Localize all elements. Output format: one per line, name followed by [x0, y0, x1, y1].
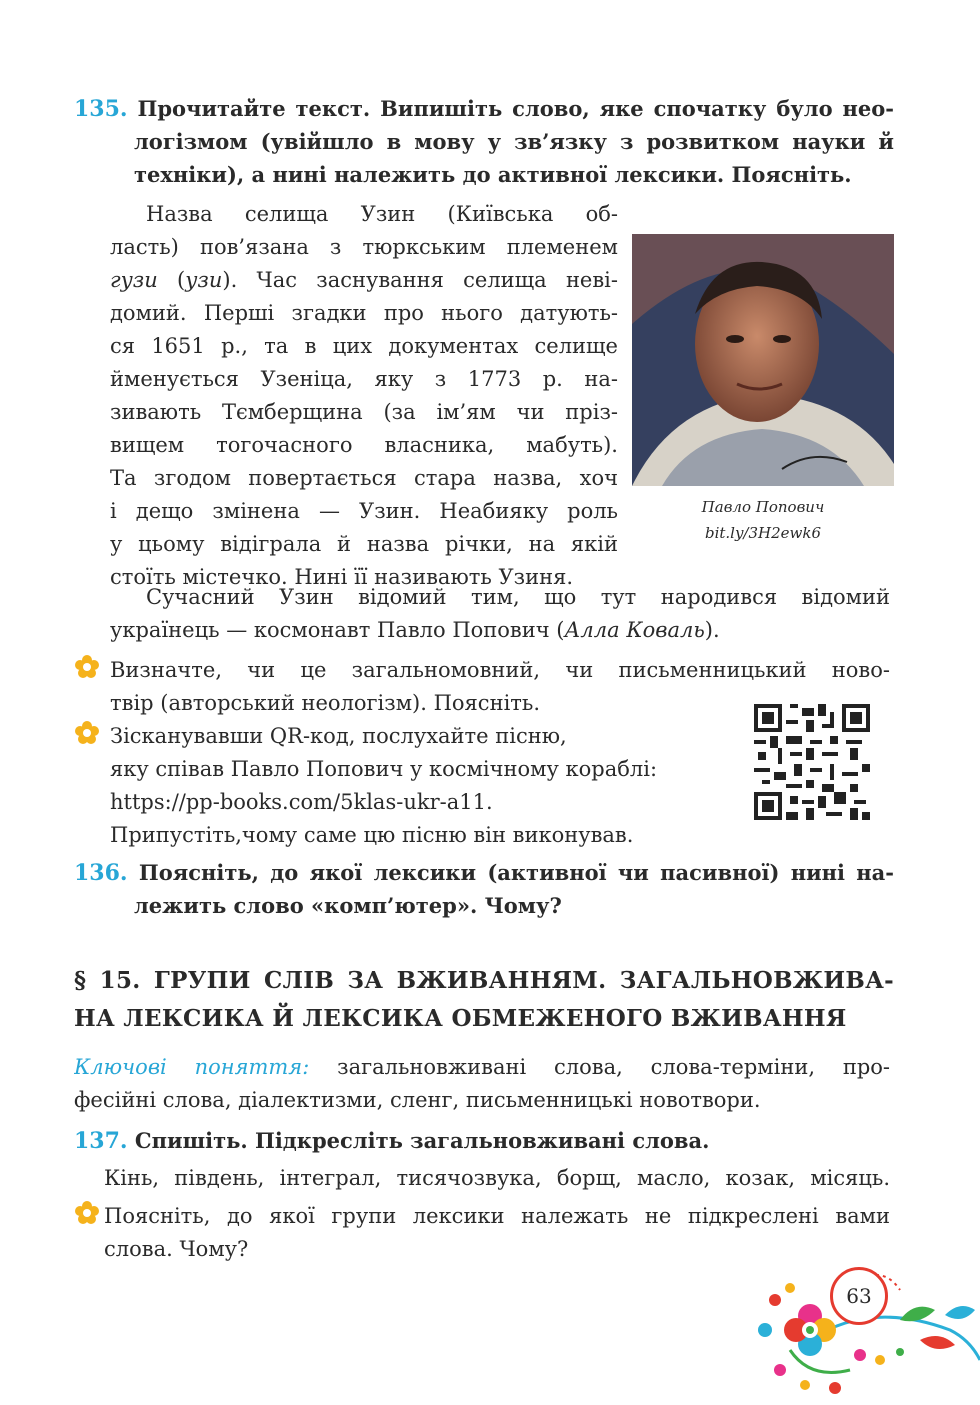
flower-icon — [74, 1200, 100, 1230]
task-135-heading — [74, 92, 894, 191]
task-text-line: лежить слово «комп’ютер». Чому? — [134, 893, 562, 918]
reading-text — [110, 198, 618, 594]
task-text-line: Поясніть, до якої лексики (активної чи пасивної) нині на- — [138, 860, 894, 885]
qr-code[interactable] — [754, 704, 870, 820]
task-number: 137. — [74, 1128, 128, 1154]
task-137-words — [104, 1162, 890, 1195]
section-heading — [74, 962, 894, 1038]
key-concepts — [74, 1051, 890, 1117]
text-line: і дещо змінена — Узин. Неабияку роль — [110, 499, 618, 523]
text-line: гузи (узи). Час заснування селища неві- — [110, 268, 618, 292]
reading-text-paragraph-2 — [110, 581, 890, 647]
question-line: Визначте, чи це загальномовний, чи письменницький ново- — [110, 658, 890, 682]
text-line: ласть) пов’язана з тюркським племенем — [110, 235, 618, 259]
text-span: ). — [704, 618, 720, 642]
text-line: ся 1651 р., та в цих документах селище — [110, 334, 618, 358]
question-137 — [104, 1200, 890, 1266]
question-line: Припустіть,чому саме цю пісню він виконував. — [110, 823, 634, 847]
section-heading-line: НА ЛЕКСИКА Й ЛЕКСИКА ОБМЕЖЕНОГО ВЖИВАННЯ — [74, 1005, 847, 1032]
caption-link[interactable]: bit.ly/3H2ewk6 — [704, 524, 822, 542]
task-title: Спишіть. Підкресліть загальновживані слова. — [134, 1128, 710, 1153]
text-span: українець — космонавт Павло Попович ( — [110, 618, 565, 642]
photo-caption — [632, 494, 894, 546]
text-line: у цьому відіграла й назва річки, на якій — [110, 532, 618, 556]
text-line: Та згодом повертається стара назва, хоч — [110, 466, 618, 490]
word-list: Кінь, південь, інтеграл, тисячозвука, борщ, масло, козак, місяць. — [104, 1166, 890, 1190]
task-number: 136. — [74, 860, 128, 886]
question-line: Поясніть, до якої групи лексики належать не підкреслені вами — [104, 1204, 890, 1228]
question-line: Зісканувавши QR-код, послухайте пісню, — [110, 724, 567, 748]
qr-code-image — [754, 704, 870, 820]
section-heading-line: § 15. ГРУПИ СЛІВ ЗА ВЖИВАННЯМ. ЗАГАЛЬНОВЖИВА- — [74, 967, 894, 994]
question-line: яку співав Павло Попович у космічному кораблі: — [110, 757, 658, 781]
text-line: вищем тогочасного власника, мабуть). — [110, 433, 618, 457]
task-137 — [74, 1124, 894, 1157]
flower-icon — [74, 720, 100, 750]
task-text-line: техніки), а нині належить до активної лексики. Поясніть. — [134, 162, 852, 187]
question-line: слова. Чому? — [104, 1237, 249, 1261]
task-text-line: логізмом (увійшло в мову у зв’язку з розвитком науки й — [134, 129, 894, 154]
author-name: Алла Коваль — [564, 618, 705, 642]
task-text-line: Прочитайте текст. Випишіть слово, яке спочатку було нео- — [137, 96, 894, 121]
text-line: домий. Перші згадки про нього датують- — [110, 301, 618, 325]
key-concepts-text: загальновживані слова, слова-терміни, про- — [309, 1055, 890, 1079]
cosmonaut-photo — [632, 234, 894, 486]
text-line: Назва селища Узин (Київська об- — [146, 202, 618, 226]
text-line: зивають Тємберщина (за ім’ям чи пріз- — [110, 400, 618, 424]
text-line: стоїть містечко. Нині її називають Узиня. — [110, 565, 573, 589]
url-link[interactable]: https://pp-books.com/5klas-ukr-a11. — [110, 790, 493, 814]
task-number: 135. — [74, 96, 128, 122]
text-line: йменується Узеніца, яку з 1773 р. на- — [110, 367, 618, 391]
question-2 — [110, 720, 750, 852]
question-line: твір (авторський неологізм). Поясніть. — [110, 691, 541, 715]
key-concepts-label: Ключові поняття: — [74, 1055, 310, 1079]
text-line: Сучасний Узин відомий тим, що тут народився відомий — [146, 585, 890, 609]
text-line — [110, 614, 890, 647]
key-concepts-text: фесійні слова, діалектизми, сленг, письменницькі новотвори. — [74, 1088, 761, 1112]
page-number: 63 — [830, 1267, 888, 1325]
portrait-illustration — [632, 234, 894, 486]
task-136 — [74, 856, 894, 922]
flower-icon — [74, 654, 100, 684]
caption-name: Павло Попович — [701, 498, 825, 516]
